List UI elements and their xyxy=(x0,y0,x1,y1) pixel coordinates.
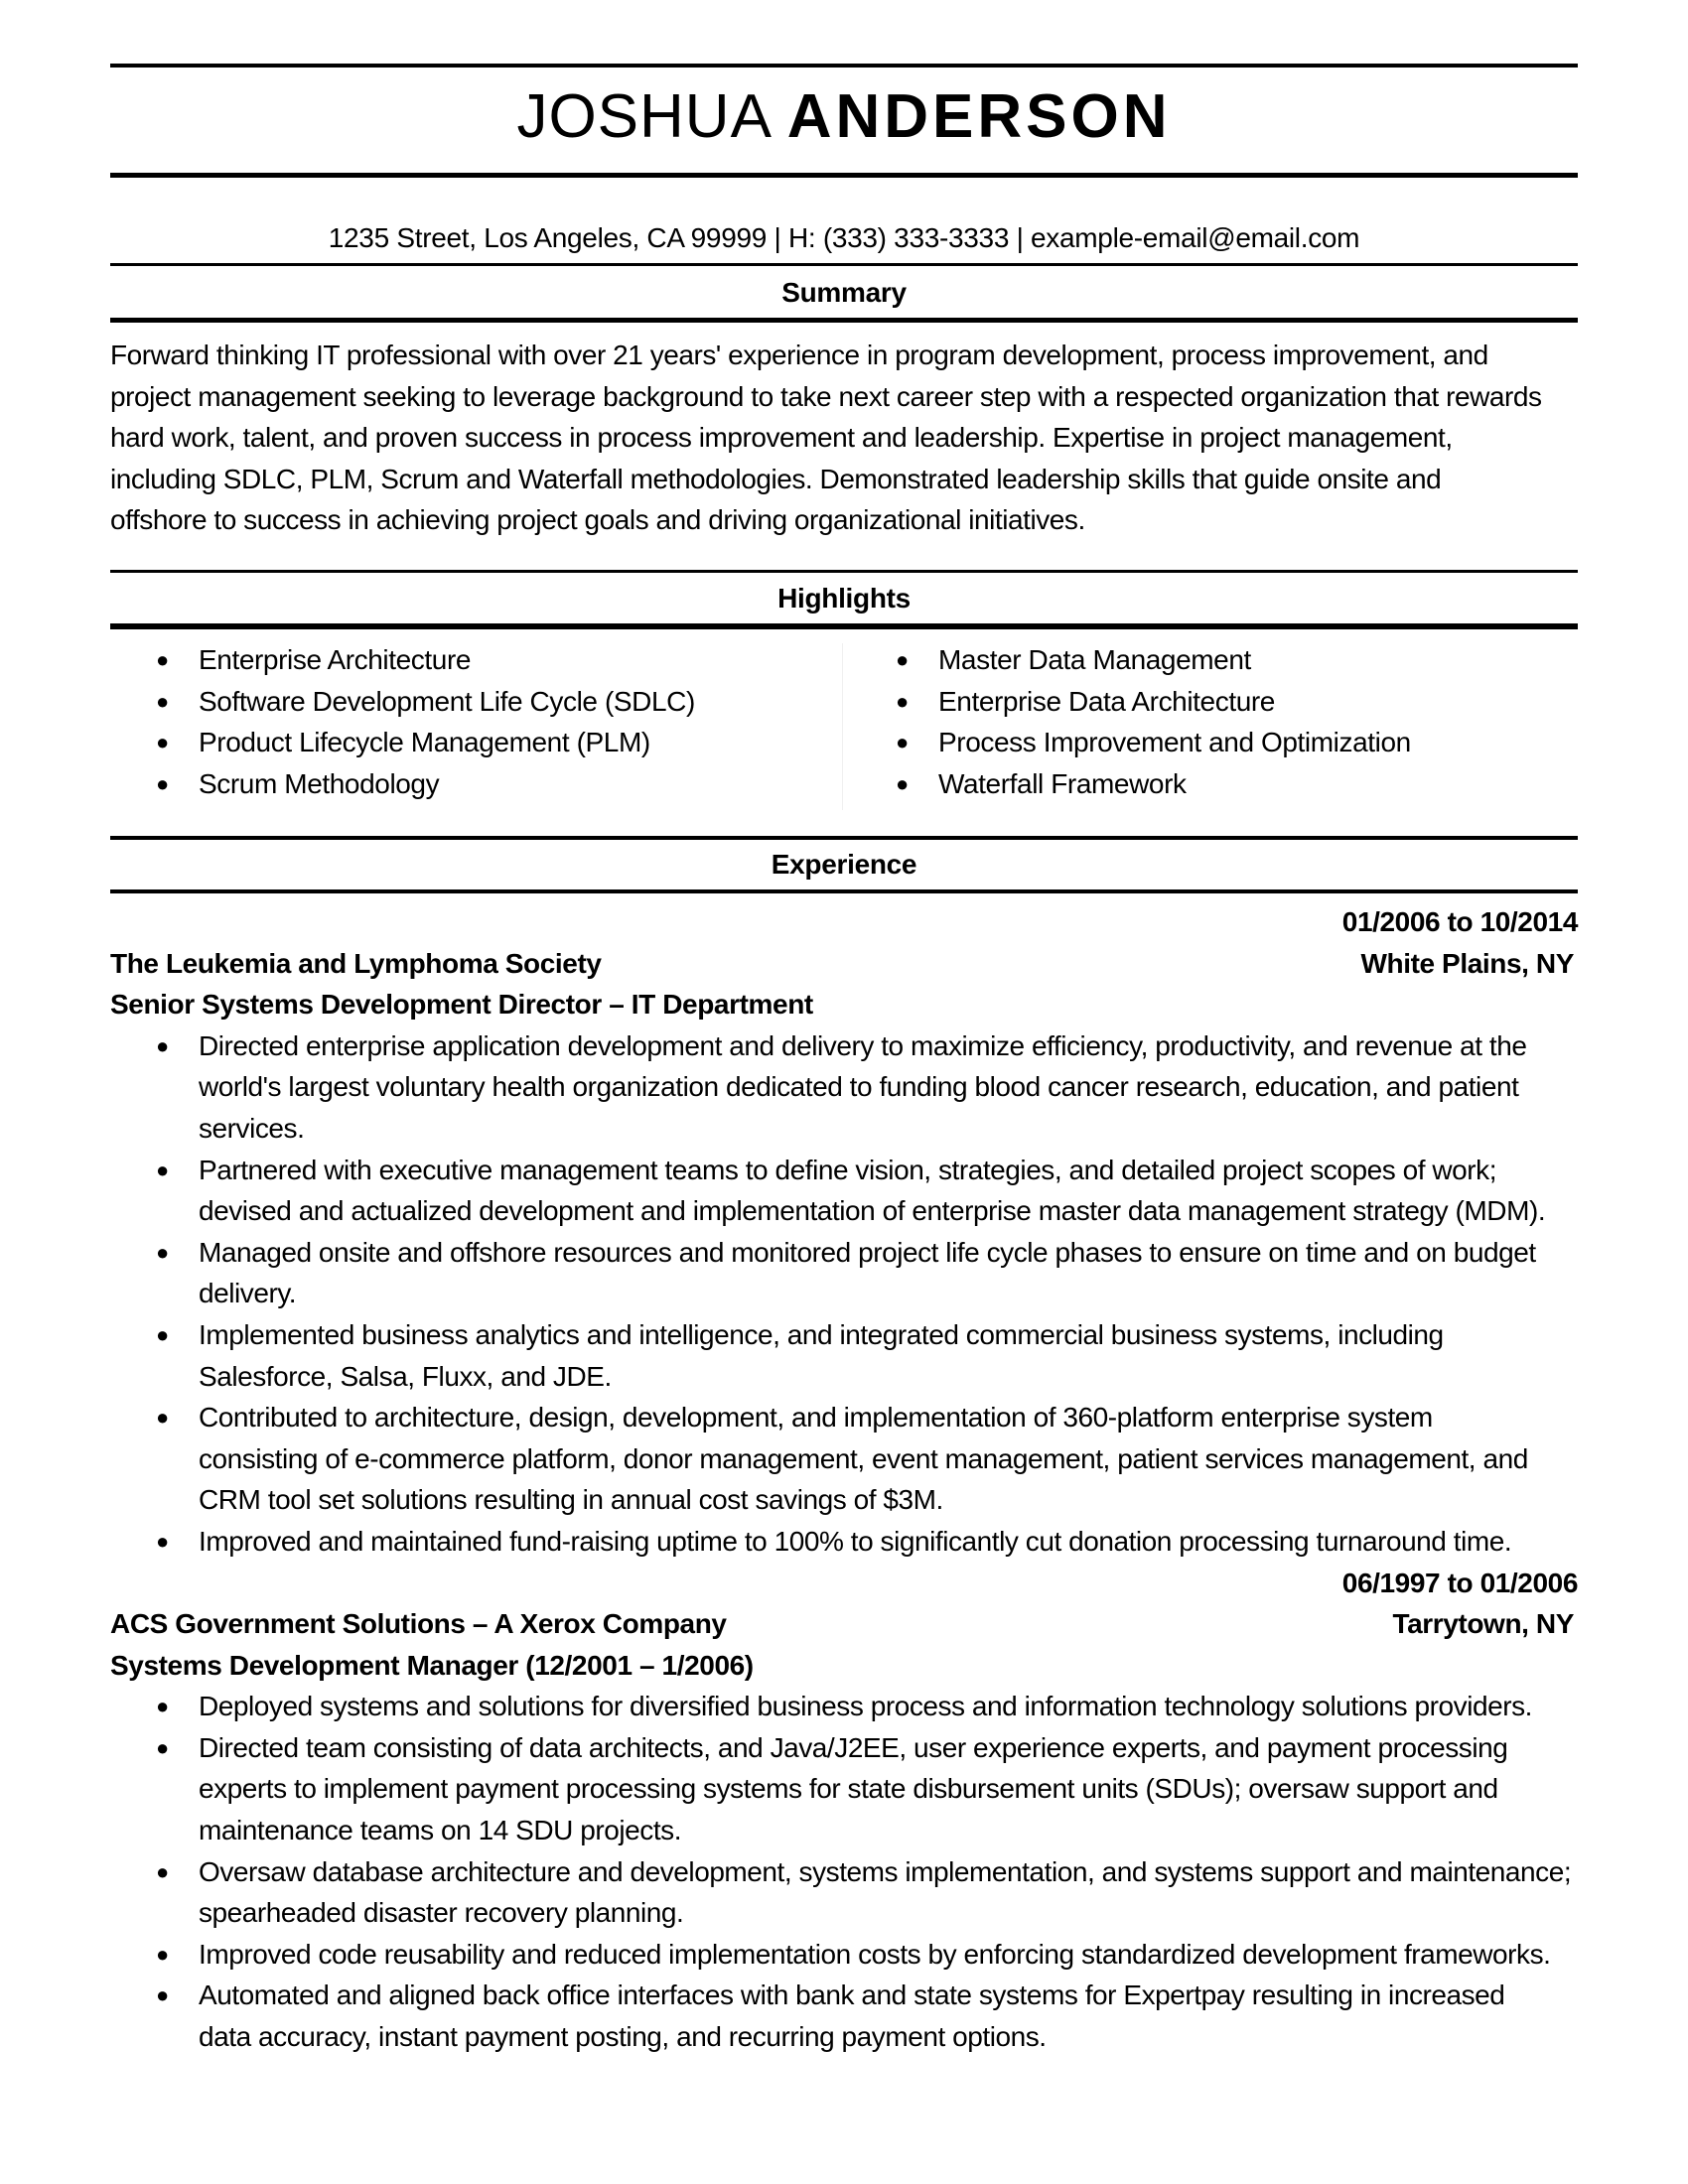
job-bullet: ● Improved and maintained fund-raising uptime to 100% to significantly cut donation processing turnaround time. xyxy=(110,1521,1578,1563)
bullet-icon: ● xyxy=(896,730,909,755)
job-title: Systems Development Manager (12/2001 – 1/2006) xyxy=(110,1649,754,1681)
experience-heading-rule xyxy=(110,889,1578,893)
job-company-row xyxy=(110,1603,1578,1645)
experience-top-rule xyxy=(110,836,1578,840)
highlight-item: ● Waterfall Framework xyxy=(844,763,1578,805)
job-bullets xyxy=(110,1686,1578,2057)
bullet-icon: ● xyxy=(896,770,909,796)
job-entry xyxy=(110,901,1578,1563)
summary-heading: Summary xyxy=(781,277,907,308)
bullet-icon: ● xyxy=(156,1157,169,1182)
job-bullet: ● Managed onsite and offshore resources and monitored project life cycle phases to ensure on time and on budget delivery. xyxy=(110,1232,1578,1314)
job-bullet: ● Automated and aligned back office interfaces with bank and state systems for Expertpay resulting in increased data accuracy, instant payment posting, and recurring payment options. xyxy=(110,1975,1578,2057)
highlight-item: ● Master Data Management xyxy=(844,639,1578,681)
job-bullet: ● Directed team consisting of data architects, and Java/J2EE, user experience experts, and payment processing experts to implement payment processing systems for state disbursement units (SDUs); oversaw support and maintenance teams on 14 SDU projects. xyxy=(110,1727,1578,1851)
job-dates: 06/1997 to 01/2006 xyxy=(1341,1567,1578,1598)
bullet-icon: ● xyxy=(156,647,169,672)
highlights-column-divider xyxy=(842,643,843,810)
bullet-icon: ● xyxy=(156,688,169,714)
job-dates: 01/2006 to 10/2014 xyxy=(1341,906,1578,937)
header-bottom-rule xyxy=(110,173,1578,178)
job-title: Senior Systems Development Director – IT Department xyxy=(110,989,813,1021)
highlight-item: ● Product Lifecycle Management (PLM) xyxy=(110,722,844,763)
bullet-icon: ● xyxy=(156,1941,169,1967)
bullet-icon: ● xyxy=(156,1694,169,1719)
highlight-item: ● Scrum Methodology xyxy=(110,763,844,805)
highlights-heading: Highlights xyxy=(777,583,911,614)
highlights-list xyxy=(110,639,1578,810)
highlights-heading-rule xyxy=(110,623,1578,629)
job-entry xyxy=(110,1563,1578,2058)
experience-heading: Experience xyxy=(771,849,917,880)
bullet-icon: ● xyxy=(156,1858,169,1884)
job-company-row xyxy=(110,943,1578,985)
job-bullet: ● Implemented business analytics and intelligence, and integrated commercial business systems, including Salesforce, Salsa, Fluxx, and JDE. xyxy=(110,1314,1578,1397)
contact-rule xyxy=(110,263,1578,266)
highlight-item: ● Software Development Life Cycle (SDLC) xyxy=(110,681,844,723)
bullet-icon: ● xyxy=(896,688,909,714)
contact-info: 1235 Street, Los Angeles, CA 99999 | H: (333) 333-3333 | example-email@email.com xyxy=(328,222,1360,253)
last-name: ANDERSON xyxy=(786,82,1172,151)
summary-heading-rule xyxy=(110,318,1578,323)
header-top-rule xyxy=(110,64,1578,68)
job-location: White Plains, NY xyxy=(1360,947,1574,979)
candidate-name xyxy=(110,81,1578,153)
summary-line: including SDLC, PLM, Scrum and Waterfall methodologies. Demonstrated leadership skills that guide onsite and xyxy=(110,463,1442,494)
summary-line: Forward thinking IT professional with over 21 years' experience in program development, process improvement, and xyxy=(110,340,1488,370)
job-location: Tarrytown, NY xyxy=(1392,1608,1574,1640)
highlight-item: ● Enterprise Architecture xyxy=(110,639,844,681)
job-company: The Leukemia and Lymphoma Society xyxy=(110,947,602,979)
experience-entries xyxy=(110,901,1578,2058)
job-bullet: ● Partnered with executive management teams to define vision, strategies, and detailed project scopes of work; devised and actualized development and implementation of enterprise master data management strategy (MDM). xyxy=(110,1150,1578,1232)
bullet-icon: ● xyxy=(896,647,909,672)
summary-line: hard work, talent, and proven success in process improvement and leadership. Expertise in project management, xyxy=(110,422,1453,454)
summary-line: project management seeking to leverage background to take next career step with a respected organization that rewards xyxy=(110,380,1542,412)
bullet-icon: ● xyxy=(156,1982,169,2008)
job-bullet: ● Directed enterprise application development and delivery to maximize efficiency, productivity, and revenue at the world's largest voluntary health organization dedicated to funding blood cancer research, education, and patient services. xyxy=(110,1025,1578,1150)
bullet-icon: ● xyxy=(156,1032,169,1058)
summary-line: offshore to success in achieving project goals and driving organizational initiatives. xyxy=(110,504,1085,536)
job-company: ACS Government Solutions – A Xerox Company xyxy=(110,1608,727,1640)
bullet-icon: ● xyxy=(156,1734,169,1760)
highlights-left-column xyxy=(110,639,844,804)
highlight-item: ● Process Improvement and Optimization xyxy=(844,722,1578,763)
bullet-icon: ● xyxy=(156,770,169,796)
highlight-item: ● Enterprise Data Architecture xyxy=(844,681,1578,723)
highlights-right-column xyxy=(844,639,1578,804)
highlights-top-rule xyxy=(110,570,1578,573)
job-bullets xyxy=(110,1025,1578,1563)
bullet-icon: ● xyxy=(156,1321,169,1347)
bullet-icon: ● xyxy=(156,730,169,755)
bullet-icon: ● xyxy=(156,1528,169,1554)
job-bullet: ● Contributed to architecture, design, development, and implementation of 360-platform enterprise system consisting of e-commerce platform, donor management, event management, patient services management, and CRM tool set solutions resulting in annual cost savings of $3M. xyxy=(110,1397,1578,1521)
job-bullet: ● Deployed systems and solutions for diversified business process and information technology solutions providers. xyxy=(110,1686,1578,1727)
job-bullet: ● Improved code reusability and reduced implementation costs by enforcing standardized development frameworks. xyxy=(110,1934,1578,1976)
summary-text xyxy=(110,335,1578,541)
bullet-icon: ● xyxy=(156,1405,169,1431)
job-bullet: ● Oversaw database architecture and development, systems implementation, and systems support and maintenance; spearheaded disaster recovery planning. xyxy=(110,1851,1578,1934)
first-name: JOSHUA xyxy=(516,82,770,151)
bullet-icon: ● xyxy=(156,1239,169,1265)
